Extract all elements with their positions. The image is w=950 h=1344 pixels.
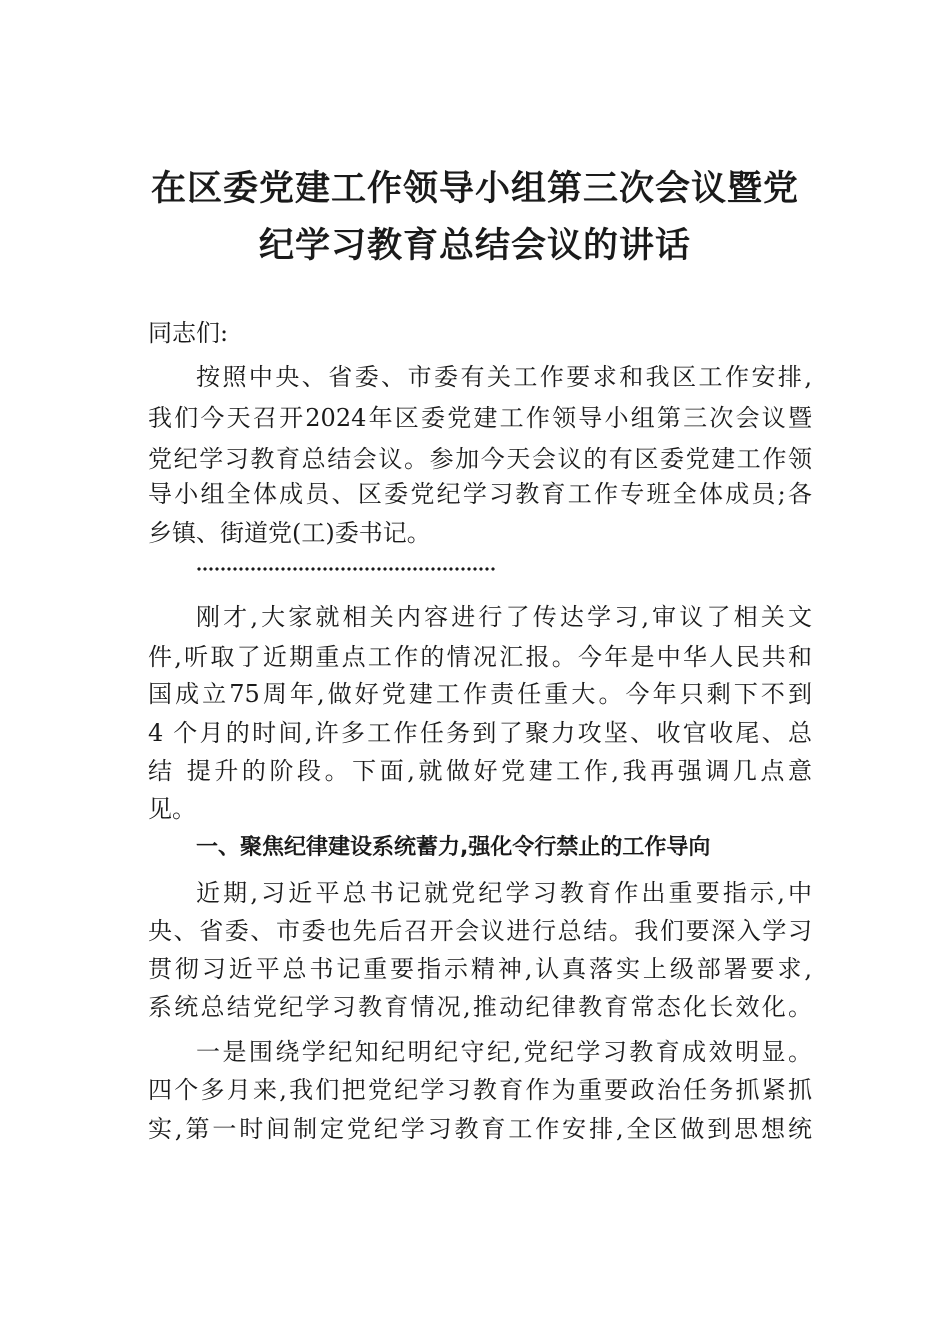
- section-heading-1: 一、聚焦纪律建设系统蓄力,强化令行禁止的工作导向: [196, 835, 711, 860]
- paragraph-3-line-2: 央、省委、市委也先后召开会议进行总结。我们要深入学习: [148, 917, 812, 945]
- paragraph-1-line-5: 乡镇、街道党(工)委书记。: [148, 519, 431, 547]
- paragraph-3-line-1: 近期,习近平总书记就党纪学习教育作出重要指示,中: [196, 879, 812, 907]
- paragraph-2-line-4: 4 个月的时间,许多工作任务到了聚力攻坚、收官收尾、总: [148, 719, 812, 747]
- paragraph-2-line-2: 件,听取了近期重点工作的情况汇报。今年是中华人民共和: [148, 643, 812, 671]
- paragraph-4-line-1: 一是围绕学纪知纪明纪守纪,党纪学习教育成效明显。: [196, 1038, 812, 1066]
- paragraph-4-line-2: 四个多月来,我们把党纪学习教育作为重要政治任务抓紧抓: [148, 1076, 812, 1104]
- document-title-line-1: 在区委党建工作领导小组第三次会议暨党: [150, 169, 799, 209]
- paragraph-4-line-3: 实,第一时间制定党纪学习教育工作安排,全区做到思想统: [148, 1115, 812, 1143]
- paragraph-1-line-4: 导小组全体成员、区委党纪学习教育工作专班全体成员;各: [148, 480, 812, 508]
- salutation: 同志们:: [148, 319, 229, 347]
- paragraph-3-line-4: 系统总结党纪学习教育情况,推动纪律教育常态化长效化。: [148, 993, 812, 1021]
- ellipsis-divider: [196, 566, 496, 572]
- paragraph-1-line-1: 按照中央、省委、市委有关工作要求和我区工作安排,: [196, 363, 812, 391]
- paragraph-2-line-5: 结 提升的阶段。下面,就做好党建工作,我再强调几点意: [148, 757, 812, 785]
- paragraph-2-line-6: 见。: [148, 795, 196, 823]
- paragraph-2-line-3: 国成立75周年,做好党建工作责任重大。今年只剩下不到: [148, 680, 812, 708]
- paragraph-1-line-2: 我们今天召开2024年区委党建工作领导小组第三次会议暨: [148, 404, 812, 432]
- paragraph-1-line-3: 党纪学习教育总结会议。参加今天会议的有区委党建工作领: [148, 445, 812, 473]
- document-title-line-2: 纪学习教育总结会议的讲话: [258, 226, 691, 266]
- paragraph-2-line-1: 刚才,大家就相关内容进行了传达学习,审议了相关文: [196, 603, 812, 631]
- paragraph-3-line-3: 贯彻习近平总书记重要指示精神,认真落实上级部署要求,: [148, 955, 812, 983]
